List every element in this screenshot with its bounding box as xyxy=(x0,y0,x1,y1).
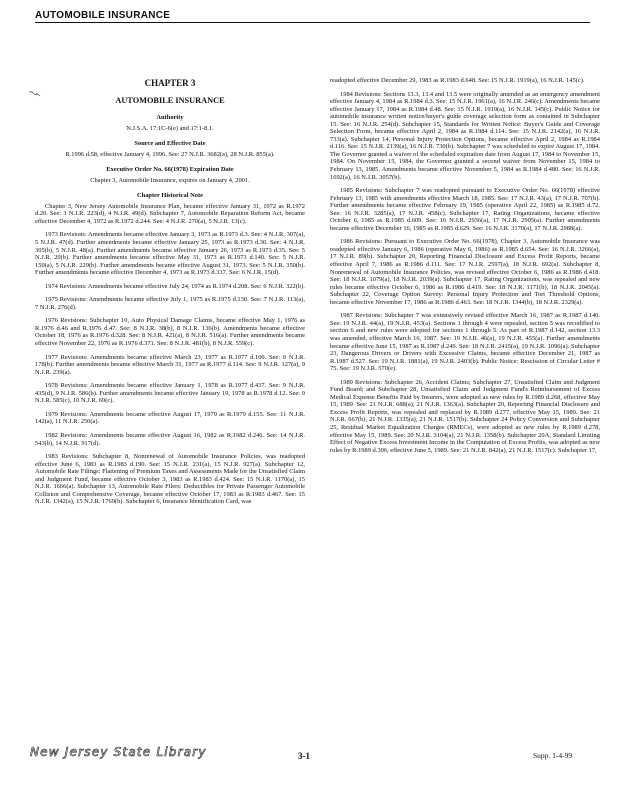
history-paragraph: 1973 Revisions: Amendments became effective January 3, 1973 as R.1973 d.3. See: 4 N.J.R. 307(a), 5 N.J.R. 47(d). Further amendments became effective January 25, 1973 as R.1973 d.30. See: 4 N.J.R. 305(b), 5 N.J.R. 48(a). Further amendments became effective January 26, 1973 as R.1973 d.35. See: 5 N.J.R. 20(b). Further amendments became effective May 31, 1973 as R.1973 d.140. See: 5 N.J.R. 150(a), 5 N.J.R. 229(b). Further amendments became effective August 31, 1973. See: 5 N.J.R. 350(b). Further amendments became effective December 4, 1973 as R.1973 d.337. See: 6 N.J.R. 15(d). xyxy=(35,231,305,277)
chapter-title: AUTOMOBILE INSURANCE xyxy=(115,96,225,105)
left-column xyxy=(35,74,305,512)
library-stamp: New Jersey State Library xyxy=(30,745,207,759)
history-paragraph: 1974 Revisions: Amendments became effective July 24, 1974 as R.1974 d.208. See: 6 N.J.R. 322(b). xyxy=(45,282,305,290)
history-paragraph: 1982 Revisions: Amendments became effective August 16, 1982 as R.1982 d.246. See: 14 N.J.R. 543(b), 14 N.J.R. 917(d). xyxy=(35,431,305,447)
historical-note-heading: Chapter Historical Note xyxy=(136,192,204,200)
running-header: AUTOMOBILE INSURANCE xyxy=(35,10,590,23)
history-paragraph: 1989 Revisions: Subchapter 26, Accident Claims; Subchapter 27, Unsatisfied Claim and Judgment Fund Board; and Subchapter 28, Unsatisfied Claim and Judgment Fund's Reimbursement of Excess Medical Expense Benefits Paid by Insurers, were adopted as new rules by R.1989 d.268, effective May 15, 1989. See: 21 N.J.R. 688(a), 21 N.J.R. 1363(a). Subchapter 20, Reporting Financial Disclosure and Excess Profit Reports, was repealed and replaced by R.1989 d.277, effective May 15, 1989. See: 21 N.J.R. 667(b), 21 N.J.R. 1335(a), 21 N.J.R. 1517(b). Subchapter 24 Policy Conversion and Subchapter 25, Residual Market Equalization Charges (RMECs), were adopted as new rules by R.1989 d.278, effective May 15, 1989. See: 20 N.J.R. 3104(a), 21 N.J.R. 1358(b). Subchapter 20A, Standard Limiting Effect of Negative Excess Investment Income in the Computation of Excess Profits, was adopted as new rules by R.1989 d.306, effective June 5, 1989. See: 21 N.J.R. 842(a), 21 N.J.R. 1517(c). Subchapter 17, xyxy=(330,378,600,454)
history-paragraph: Chapter 3, New Jersey Automobile Insurance Plan, became effective January 31, 1972 as R.1972 d.20. See: 3 N.J.R. 223(d), 4 N.J.R. 49(d). Subchapter 7, Automobile Reparation Reform Act, became effective December 4, 1972 as R.1972 d.244. See: 4 N.J.R. 270(a), 5 N.J.R. 13(c). xyxy=(35,202,305,225)
chapter-number: CHAPTER 3 xyxy=(144,78,196,88)
history-paragraph: 1987 Revisions: Subchapter 7 was extensively revised effective March 16, 1987 as R.1987 d.140. See: 19 N.J.R. 44(a), 19 N.J.R. 453(a). Sections 1 through 4 were repealed, section 5 was recodified to section 6 and new rules were adopted for sections 1 through 5. As part of R.1987 d.142, section 13.3 was amended, effective March 16, 1987. See: 19 N.J.R. 46(a), 19 N.J.R. 455(a). Further amendments became effective June 15, 1987 as R.1987 d.249. See: 18 N.J.R. 2415(a), 19 N.J.R. 1096(a). Subchapter 23, Dangerous Drivers or Drivers with Excessive Claims, became effective December 21, 1987 as R.1987 d.527. See: 19 N.J.R. 1881(a), 19 N.J.R. 2403(b). Public Notice: Rescission of Circular Letter # 75. See: 19 N.J.R. 570(e). xyxy=(330,312,600,373)
history-paragraph: 1986 Revisions: Pursuant to Executive Order No. 66(1978), Chapter 3, Automobile Insurance was readopted effective January 6, 1986 (operative May 6, 1986) as R.1985 d.654. See: 16 N.J.R. 3266(a), 17 N.J.R. 89(b). Subchapter 20, Reporting Financial Disclosure and Excess Profit Reports, became effective April 7, 1986 as R.1986 d.111. See: 17 N.J.R. 2597(a), 18 N.J.R. 692(a). Subchapter 8, Nonrenewal of Automobile Insurance Policies, was revised effective October 6, 1986 as R.1986 d.418. See: 18 N.J.R. 1079(a), 18 N.J.R. 2039(a). Subchapter 17, Rating Organizations, was repealed and new rules became effective October 6, 1986 as R.1986 d.419. See: 18 N.J.R. 1171(b), 18 N.J.R. 2045(a). Subchapter 22, Coverage Option Survey: Personal Injury Protection and Tort Threshold Options, became effective November 17, 1986 as R.1986 d.463. See: 18 N.J.R. 1344(b), 18 N.J.R. 2329(a). xyxy=(330,238,600,306)
authority-heading: Authority xyxy=(156,114,184,121)
history-paragraph: 1979 Revisions: Amendments became effective August 17, 1979 as R.1979 d.155. See: 11 N.J.R. 142(a), 11 N.J.R. 250(a). xyxy=(35,410,305,426)
history-paragraph: 1984 Revisions: Sections 13.3, 13.4 and 13.5 were originally amended as an emergency amendment effective January 4, 1984 as R.1984 d.3. See: 15 N.J.R. 1961(a), 16 N.J.R. 246(c). Amendments became effective January 17, 1984 as R.1984 d.48. See: 15 N.J.R. 1919(a), 16 N.J.R. 145(c). Public Notice for automobile insurance written notice/buyer's guide coverage selection form as contained in Subchapter 15. See: 16 N.J.R. 254(d). Subchapter 15, Standards for Written Notice: Buyer's Guide and Coverage Selection Form, became effective April 2, 1984 as R.1984 d.114. See: 15 N.J.R. 2142(a), 16 N.J.R. 733(a). Subchapter 14, Personal Injury Protection Options, became effective April 2, 1984 as R.1984 d.116. See: 15 N.J.R. 2139(a), 16 N.J.R. 730(b). Subchapter 7 was scheduled to expire August 17, 1984. The Governor granted a waiver of the scheduled expiration date from August 17, 1984 to November 15, 1984. On November 15, 1984, the Governor granted a second waiver from November 15, 1984 to February 13, 1985. Amendments became effective November 5, 1984 as R.1984 d.480. See: 16 N.J.R. 1692(a), 16 N.J.R. 3057(b). xyxy=(330,90,600,181)
authority-text: N.J.S.A. 17:1C-6(e) and 17:1-8.1. xyxy=(126,124,214,132)
source-text: R.1996 d.58, effective January 4, 1996. See: 27 N.J.R. 3682(a), 28 N.J.R. 855(a). xyxy=(65,150,275,158)
exec-order-heading: Executive Order No. 66(1978) Expiration Date xyxy=(106,166,234,174)
page-number: 3-1 xyxy=(298,751,310,761)
history-paragraph: 1978 Revisions: Amendments became effective January 1, 1978 as R.1977 d.437. See: 9 N.J.R. 435(d), 9 N.J.R. 586(b). Further amendments became effective January 19, 1978 as R.1978 d.12. See: 9 N.J.R. 585(c), 10 N.J.R. 69(c). xyxy=(35,382,305,405)
history-paragraph: readopted effective December 29, 1983 as R.1983 d.648. See: 15 N.J.R. 1919(a), 16 N.J.R. 145(c). xyxy=(330,77,585,84)
history-paragraph: 1976 Revisions: Subchapter 10, Auto Physical Damage Claims, became effective May 1, 1976 as R.1976 d.46 and R.1976 d.47. See: 8 N.J.R. 38(b), 8 N.J.R. 136(b). Amendments became effective October 18, 1976 as R.1976 d.328. See: 8 N.J.R. 421(a), 8 N.J.R. 516(a). Further amendments became effective November 22, 1976 as R.1976 d.371. See: 8 N.J.R. 481(b), 8 N.J.R. 559(c). xyxy=(35,317,305,348)
supplement-date: Supp. 1-4-99 xyxy=(533,751,573,760)
history-paragraph: 1985 Revisions: Subchapter 7 was readopted pursuant to Executive Order No. 66(1978) effective February 13, 1985 with amendments effective March 18, 1985. See: 17 N.J.R. 43(a), 17 N.J.R. 707(b). Further amendments became effective February 19, 1985 (operative April 22, 1985) as R.1985 d.72. See: 16 N.J.R. 3285(a), 17 N.J.R. 458(c). Subchapter 17, Rating Organizations, became effective October 6, 1985 as R.1985 d.609. See: 16 N.J.R. 2936(a), 17 N.J.R. 2905(a). Further amendments became effective December 16, 1985 as R.1985 d.629. See: 16 N.J.R. 3170(a), 17 N.J.R. 2988(a). xyxy=(330,187,600,232)
history-paragraph: 1977 Revisions: Amendments became effective March 23, 1977 as R.1977 d.100. See: 9 N.J.R. 178(b). Further amendments became effective March 31, 1977 as R.1977 d.114. See: 9 N.J.R. 127(a), 9 N.J.R. 239(a). xyxy=(35,353,305,376)
history-paragraph: 1975 Revisions: Amendments became effective July 1, 1975 as R.1975 d.130. See: 7 N.J.R. 113(a), 7 N.J.R. 276(d). xyxy=(35,296,305,311)
history-paragraph: 1983 Revisions: Subchapter 8, Nonrenewal of Automobile Insurance Policies, was readopted effective June 6, 1983 as R.1983 d.190. See: 15 N.J.R. 231(a), 15 N.J.R. 927(a). Subchapter 12, Automobile Rate Filings: Flattening of Premium Taxes and Assessments Made for the Unsatisfied Claim and Judgment Fund, became effective October 3, 1983 as R.1983 d.424. See: 15 N.J.R. 1170(a), 15 N.J.R. 1666(a). Subchapter 13, Automobile Rate Filers: Deductibles for Private Passenger Automobile Collision and Comprehensive Coverage, became effective October 17, 1983 as R.1983 d.467. See: 15 N.J.R. 1342(a), 15 N.J.R. 1769(b). Subchapter 6, Insurance Identification Card, was xyxy=(35,453,305,506)
right-column xyxy=(330,77,600,460)
source-heading: Source and Effective Date xyxy=(134,140,206,148)
exec-order-text: Chapter 3, Automobile Insurance, expires on January 4, 2001. xyxy=(90,176,250,184)
